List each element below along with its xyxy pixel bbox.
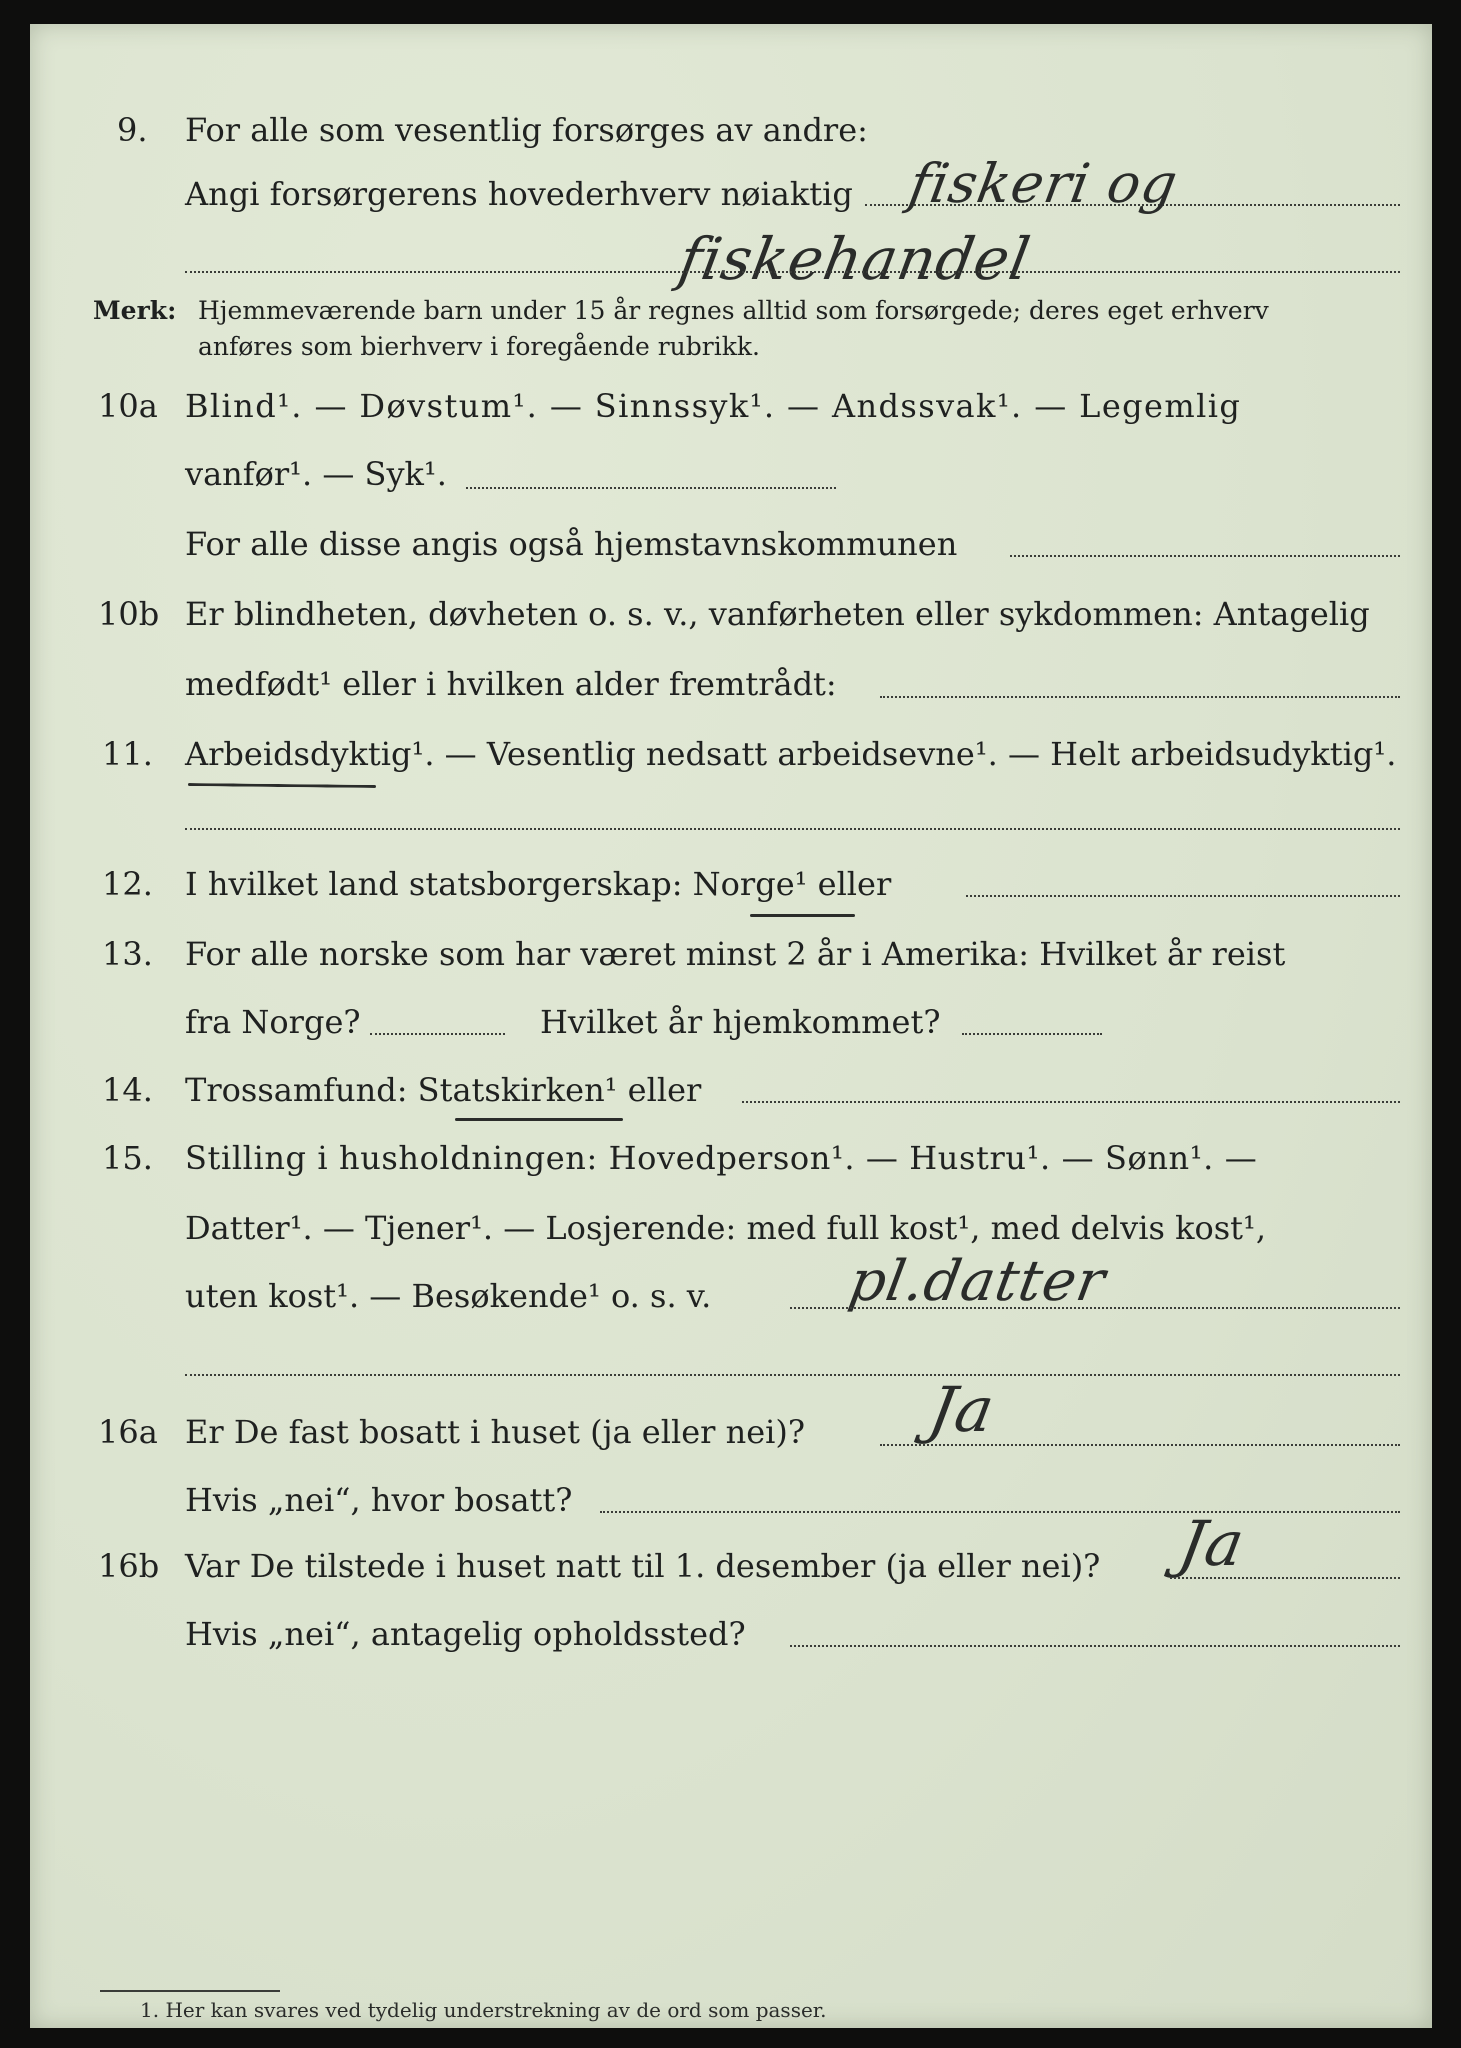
q11-answer-line[interactable] bbox=[185, 828, 1400, 830]
q15-answer-line2[interactable] bbox=[185, 1374, 1400, 1376]
q11-selection-underline bbox=[188, 783, 376, 788]
q13-line2a: fra Norge? bbox=[185, 1003, 361, 1041]
q12-selection-underline bbox=[750, 914, 855, 917]
footnote-text: 1. Her kan svares ved tydelig understrekning av de ord som passer. bbox=[140, 1998, 827, 2022]
q9-line2: Angi forsørgerens hovederhverv nøiaktig bbox=[185, 175, 853, 213]
q15-line3: uten kost¹. — Besøkende¹ o. s. v. bbox=[185, 1277, 712, 1315]
q10a-hjemstavn-answer-line[interactable] bbox=[1010, 555, 1400, 557]
q10a-syk-answer-line[interactable] bbox=[466, 487, 836, 489]
q9-handwritten-answer-a: fiskeri og bbox=[904, 152, 1183, 215]
merk-line1: Hjemmeværende barn under 15 år regnes alltid som forsørgede; deres eget erhverv bbox=[198, 296, 1269, 325]
q16a-number: 16a bbox=[98, 1413, 158, 1451]
q15-handwritten-answer: pl.datter bbox=[844, 1249, 1111, 1314]
q16b-answer-line[interactable] bbox=[1170, 1577, 1400, 1579]
q10b-line1: Er blindheten, døvheten o. s. v., vanførheten eller sykdommen: Antagelig bbox=[185, 595, 1370, 633]
q13-reist-answer-line[interactable] bbox=[370, 1033, 505, 1035]
q16a-answer-line[interactable] bbox=[880, 1444, 1400, 1446]
merk-line2: anføres som bierhverv i foregående rubrikk. bbox=[198, 332, 760, 361]
q14-number: 14. bbox=[102, 1071, 153, 1109]
q15-number: 15. bbox=[102, 1139, 153, 1177]
q10a-line1: Blind¹. — Døvstum¹. — Sinnssyk¹. — Andssvak¹. — Legemlig bbox=[185, 387, 1242, 425]
q16a-bosatt-answer-line[interactable] bbox=[600, 1511, 1400, 1513]
q10b-line2: medfødt¹ eller i hvilken alder fremtrådt: bbox=[185, 665, 837, 703]
q13-line1: For alle norske som har været minst 2 år i Amerika: Hvilket år reist bbox=[185, 935, 1286, 973]
q9-line1: For alle som vesentlig forsørges av andre: bbox=[185, 111, 868, 149]
q12-line1: I hvilket land statsborgerskap: Norge¹ eller bbox=[185, 865, 892, 903]
q16b-handwritten-answer: Ja bbox=[1173, 1507, 1251, 1580]
q15-answer-line1[interactable] bbox=[790, 1307, 1400, 1309]
q12-answer-line[interactable] bbox=[966, 895, 1400, 897]
q13-line2b: Hvilket år hjemkommet? bbox=[540, 1003, 941, 1041]
q15-line1: Stilling i husholdningen: Hovedperson¹. — Hustru¹. — Sønn¹. — bbox=[185, 1139, 1258, 1177]
q16a-line2: Hvis „nei“, hvor bosatt? bbox=[185, 1481, 573, 1519]
q10a-line3: For alle disse angis også hjemstavnskommunen bbox=[185, 525, 958, 563]
q11-line1: Arbeidsdyktig¹. — Vesentlig nedsatt arbeidsevne¹. — Helt arbeidsudyktig¹. bbox=[185, 735, 1397, 773]
q14-selection-underline bbox=[455, 1118, 623, 1121]
q10b-number: 10b bbox=[98, 595, 160, 633]
q15-line2: Datter¹. — Tjener¹. — Losjerende: med full kost¹, med delvis kost¹, bbox=[185, 1209, 1267, 1247]
q16b-line2: Hvis „nei“, antagelig opholdssted? bbox=[185, 1615, 746, 1653]
q16a-handwritten-answer: Ja bbox=[923, 1373, 1001, 1446]
q14-answer-line[interactable] bbox=[742, 1101, 1400, 1103]
q9-answer-line2[interactable] bbox=[185, 271, 1400, 273]
q12-number: 12. bbox=[102, 865, 153, 903]
q13-hjemkommet-answer-line[interactable] bbox=[962, 1033, 1102, 1035]
q16b-opholdssted-answer-line[interactable] bbox=[790, 1645, 1400, 1647]
q9-number: 9. bbox=[117, 111, 148, 149]
q16a-line1: Er De fast bosatt i huset (ja eller nei)? bbox=[185, 1413, 806, 1451]
footnote-rule bbox=[100, 1990, 280, 1992]
q10a-number: 10a bbox=[98, 387, 158, 425]
q14-line1: Trossamfund: Statskirken¹ eller bbox=[185, 1071, 702, 1109]
q16b-line1: Var De tilstede i huset natt til 1. desember (ja eller nei)? bbox=[185, 1547, 1101, 1585]
q13-number: 13. bbox=[102, 935, 153, 973]
q11-number: 11. bbox=[102, 735, 153, 773]
census-form-page bbox=[30, 24, 1432, 2028]
merk-label: Merk: bbox=[93, 296, 177, 325]
q9-handwritten-answer-b: fiskehandel bbox=[674, 225, 1036, 293]
q10a-line2: vanfør¹. — Syk¹. bbox=[185, 455, 447, 493]
q10b-answer-line[interactable] bbox=[880, 696, 1400, 698]
q16b-number: 16b bbox=[98, 1547, 160, 1585]
